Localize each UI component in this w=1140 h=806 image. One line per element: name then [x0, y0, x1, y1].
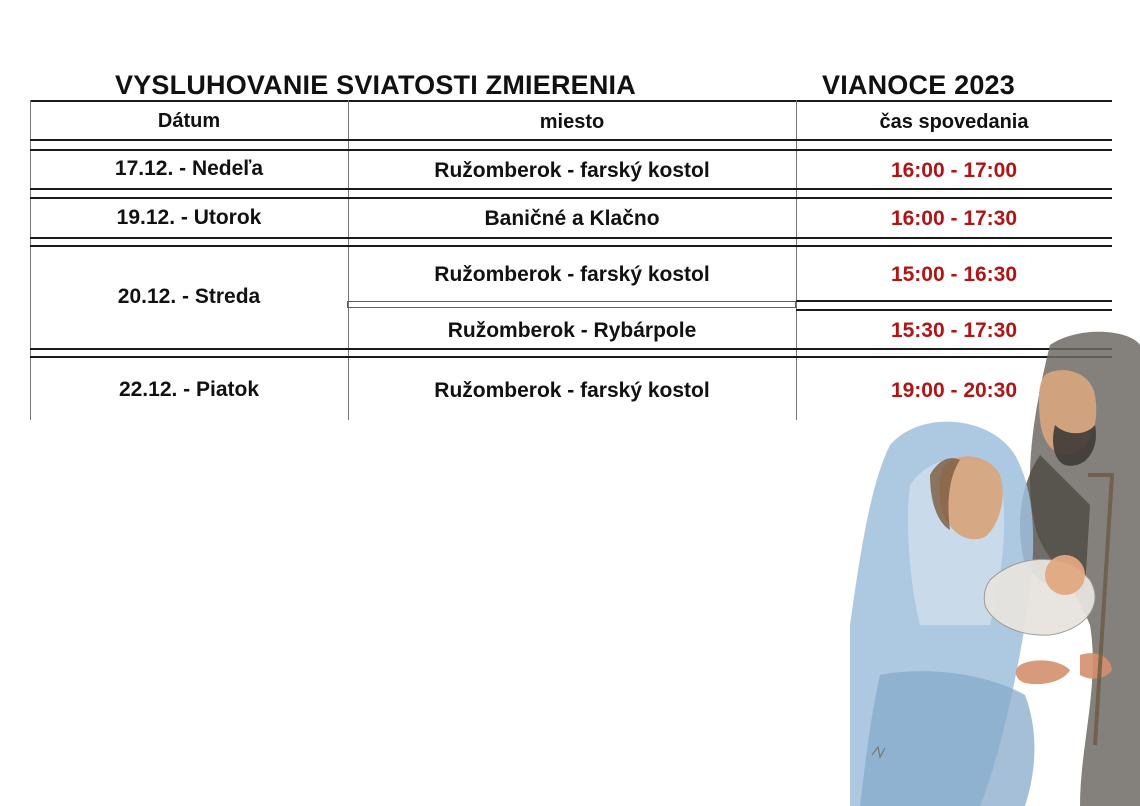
row-date: 22.12. - Piatok — [118, 378, 260, 401]
row-time: 16:00 - 17:30 — [890, 207, 1018, 230]
holy-family-illustration — [850, 325, 1140, 806]
row-divider — [30, 245, 1112, 247]
row-time: 19:00 - 20:30 — [890, 379, 1018, 402]
table-top-border — [30, 100, 1112, 102]
row-place: Ružomberok - Rybárpole — [447, 319, 697, 342]
row-divider — [30, 149, 1112, 151]
selected-cell-outline — [347, 301, 796, 308]
row-divider — [30, 197, 1112, 199]
row-date: 17.12. - Nedeľa — [114, 157, 264, 180]
row-divider — [30, 237, 1112, 239]
row-time: 16:00 - 17:00 — [890, 159, 1018, 182]
row-divider — [30, 188, 1112, 190]
row-place: Ružomberok - farský kostol — [434, 379, 710, 402]
season-title: VIANOCE 2023 — [822, 70, 1015, 100]
row-time: 15:30 - 17:30 — [890, 319, 1018, 342]
column-header-time: čas spovedania — [879, 111, 1029, 133]
table-left-border — [30, 100, 31, 420]
column-divider-2 — [796, 100, 797, 420]
column-header-date: Dátum — [157, 110, 221, 132]
row-place: Baničné a Klačno — [484, 207, 660, 230]
row-date: 20.12. - Streda — [117, 285, 261, 308]
subrow-divider — [796, 300, 1112, 302]
subrow-divider — [796, 309, 1112, 311]
column-divider-1 — [348, 100, 349, 420]
row-place: Ružomberok - farský kostol — [434, 263, 710, 286]
row-place: Ružomberok - farský kostol — [434, 159, 710, 182]
row-date: 19.12. - Utorok — [116, 206, 262, 229]
column-header-place: miesto — [539, 111, 605, 133]
row-divider — [30, 139, 1112, 141]
page-title: VYSLUHOVANIE SVIATOSTI ZMIERENIA — [115, 70, 636, 100]
row-time: 15:00 - 16:30 — [890, 263, 1018, 286]
